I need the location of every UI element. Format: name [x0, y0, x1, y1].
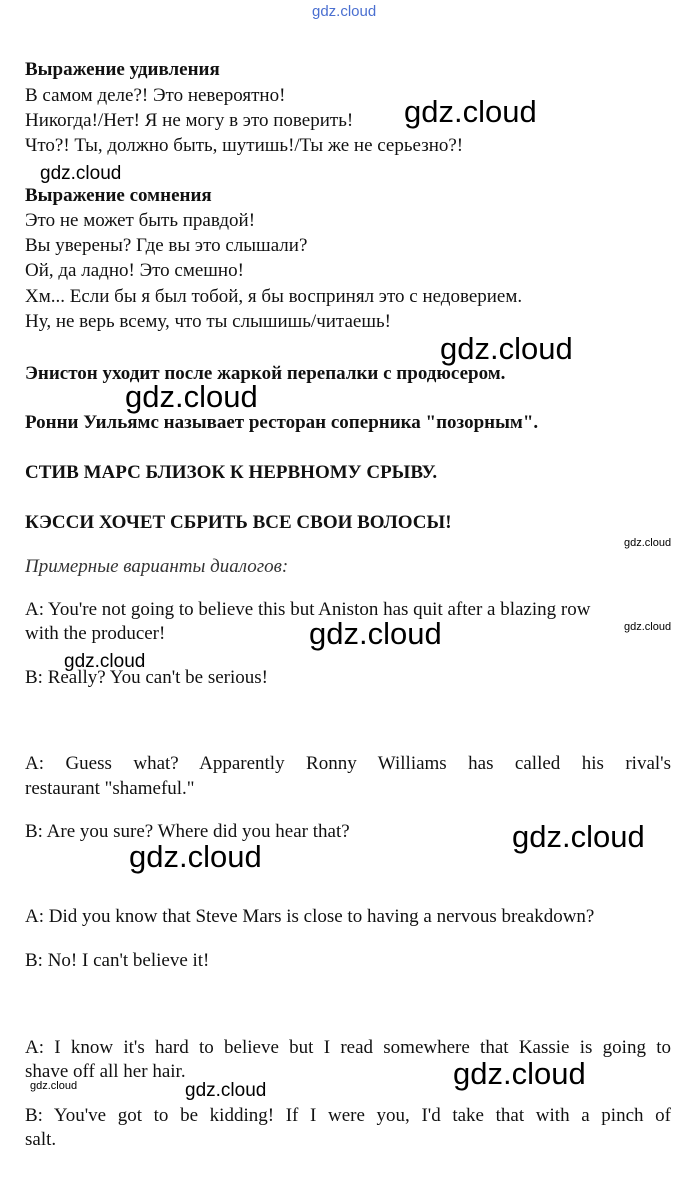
- doubt-line-1: Это не может быть правдой!: [25, 210, 256, 231]
- dialogue-1-b-line-1: B: Really? You can't be serious!: [25, 667, 269, 688]
- dialogue-4-a-line-1: A: I know it's hard to believe but I read somewhere that Kassie is going to: [25, 1037, 671, 1058]
- watermark: gdz.cloud: [404, 94, 537, 129]
- watermark: gdz.cloud: [125, 379, 258, 414]
- watermark: gdz.cloud: [129, 839, 262, 874]
- watermark: gdz.cloud: [40, 163, 122, 184]
- doubt-heading: Выражение сомнения: [25, 185, 212, 206]
- doubt-line-3: Ой, да ладно! Это смешно!: [25, 260, 244, 281]
- surprise-heading: Выражение удивления: [25, 59, 220, 80]
- dialogue-2-a-line-1: A: Guess what? Apparently Ronny Williams has called his rival's: [25, 753, 671, 774]
- dialogue-4-a-line-2: shave off all her hair.: [25, 1061, 186, 1082]
- headline-2: Ронни Уильямс называет ресторан соперника "позорным".: [25, 412, 539, 433]
- watermark: gdz.cloud: [624, 537, 672, 549]
- dialogues-title: Примерные варианты диалогов:: [25, 556, 289, 577]
- watermark: gdz.cloud: [512, 819, 645, 854]
- surprise-line-1: В самом деле?! Это невероятно!: [25, 85, 286, 106]
- doubt-line-2: Вы уверены? Где вы это слышали?: [25, 235, 308, 256]
- headline-3: СТИВ МАРС БЛИЗОК К НЕРВНОМУ СРЫВУ.: [25, 462, 438, 483]
- dialogue-3-a-line-1: A: Did you know that Steve Mars is close to having a nervous breakdown?: [25, 906, 595, 927]
- watermark: gdz.cloud: [624, 621, 672, 633]
- doubt-line-5: Ну, не верь всему, что ты слышишь/читаешь!: [25, 311, 391, 332]
- dialogue-2-b-line-1: B: Are you sure? Where did you hear that?: [25, 821, 350, 842]
- dialogue-1-a-line-2: with the producer!: [25, 623, 166, 644]
- doubt-line-4: Хм... Если бы я был тобой, я бы воспринял это с недоверием.: [25, 286, 523, 307]
- watermark: gdz.cloud: [64, 651, 146, 672]
- watermark: gdz.cloud: [30, 1080, 78, 1092]
- watermark: gdz.cloud: [309, 616, 442, 651]
- dialogue-4-b-line-2: salt.: [25, 1129, 57, 1150]
- header-watermark: gdz.cloud: [312, 3, 377, 20]
- dialogue-1-a-line-1: A: You're not going to believe this but Aniston has quit after a blazing row: [25, 599, 591, 620]
- dialogue-2-a-line-2: restaurant "shameful.": [25, 778, 195, 799]
- headline-1: Энистон уходит после жаркой перепалки с продюсером.: [25, 363, 506, 384]
- surprise-line-2: Никогда!/Нет! Я не могу в это поверить!: [25, 110, 354, 131]
- watermark: gdz.cloud: [185, 1080, 267, 1101]
- dialogue-3-b-line-1: B: No! I can't believe it!: [25, 950, 210, 971]
- headline-4: КЭССИ ХОЧЕТ СБРИТЬ ВСЕ СВОИ ВОЛОСЫ!: [25, 512, 452, 533]
- watermark: gdz.cloud: [440, 331, 573, 366]
- dialogue-4-b-line-1: B: You've got to be kidding! If I were you, I'd take that with a pinch of: [25, 1105, 671, 1126]
- watermark: gdz.cloud: [453, 1056, 586, 1091]
- surprise-line-3: Что?! Ты, должно быть, шутишь!/Ты же не серьезно?!: [25, 135, 464, 156]
